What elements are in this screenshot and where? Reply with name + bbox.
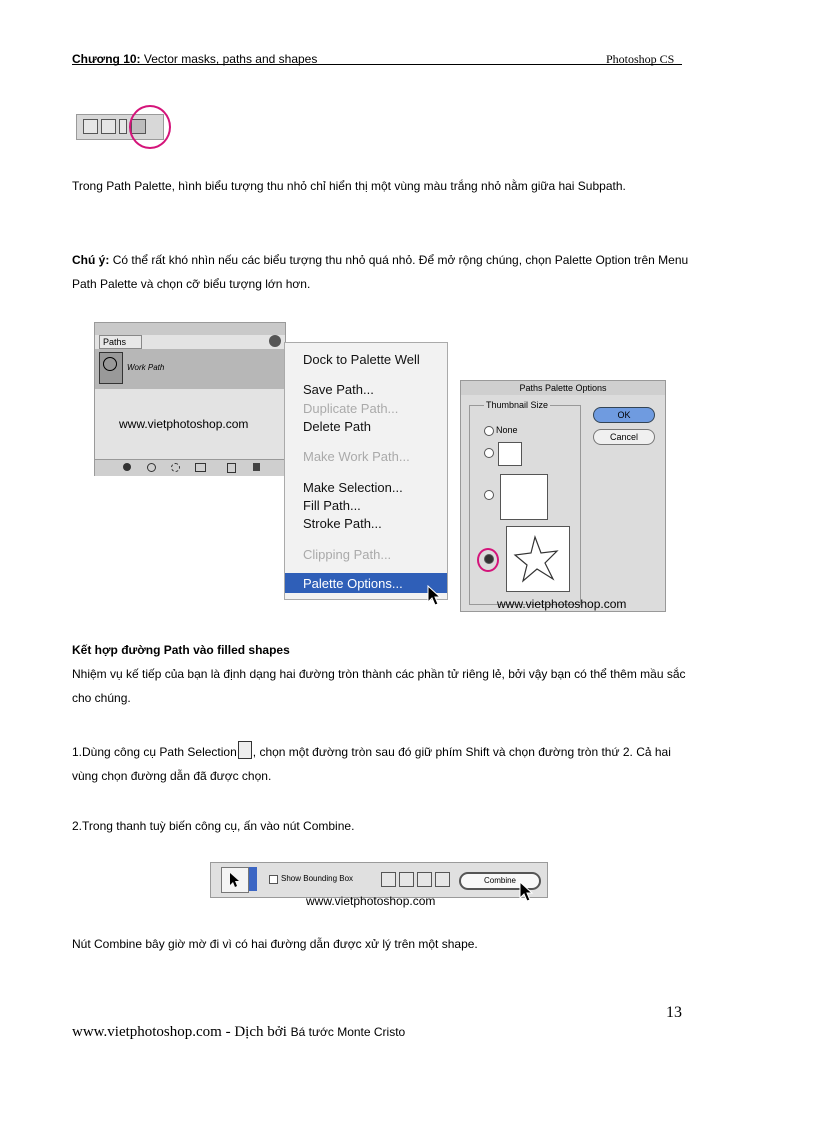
fill-path-icon[interactable] [123,463,131,471]
highlight-circle-icon [129,105,171,149]
highlight-circle-icon [477,548,499,572]
menu-palette-options-highlight[interactable] [285,573,447,593]
path-selection-tool-button[interactable] [221,867,249,893]
header-app: Photoshop CS [606,52,675,66]
menu-delete-path[interactable]: Delete Path [303,419,371,434]
note-label: Chú ý: [72,253,110,267]
step-1-end: , chọn một đường tròn sau đó giữ phím Shift và chọn đường tròn thứ 2. Cả hai vùng chọn đường dẫn đã được chọn. [72,745,671,783]
menu-clipping-path[interactable]: Clipping Path... [303,547,392,562]
make-work-path-icon[interactable] [195,463,206,472]
paths-palette-options-dialog [460,380,666,612]
show-bounding-box-checkbox[interactable] [269,875,278,884]
menu-stroke-path[interactable]: Stroke Path... [303,516,382,531]
tool-dropdown-icon[interactable] [249,867,257,891]
combine-button[interactable]: Combine [459,872,541,890]
load-selection-icon[interactable] [171,463,180,472]
paths-palette [94,322,286,476]
footer-translator: Bá tước Monte Cristo [290,1025,406,1039]
add-area-button[interactable] [381,872,396,887]
menu-make-selection[interactable]: Make Selection... [303,480,403,495]
work-path-label: Work Path [127,363,165,372]
menu-make-work-path[interactable]: Make Work Path... [303,449,410,464]
chapter-title: Vector masks, paths and shapes [143,52,318,66]
thumb-large [506,526,570,592]
circle-icon [103,357,117,371]
intersect-area-button[interactable] [417,872,432,887]
new-shape-button [83,119,98,134]
exclude-area-button[interactable] [435,872,450,887]
dialog-watermark: www.vietphotoshop.com [497,597,627,611]
dialog-title: Paths Palette Options [461,381,665,395]
paths-palette-figure [92,320,667,612]
paragraph-1: Trong Path Palette, hình biểu tượng thu nhỏ chỉ hiển thị một vùng màu trắng nhỏ nằm giữa hai Subpath. [72,179,626,193]
work-path-row[interactable] [95,349,285,389]
note-paragraph [72,248,692,296]
palette-footer-buttons [95,459,285,476]
palette-menu [284,342,448,600]
add-shape-button [101,119,116,134]
step-1-start: 1.Dùng công cụ Path Selection [72,745,237,759]
step-2: 2.Trong thanh tuỳ biến công cụ, ấn vào nút Combine. [72,819,355,833]
thumb-medium [500,474,548,520]
path-selection-tool-icon [238,741,252,759]
menu-duplicate-path[interactable]: Duplicate Path... [303,401,399,416]
page-number: 13 [666,1004,682,1021]
header-rule [72,64,682,65]
ok-button[interactable]: OK [593,407,655,423]
step-1 [72,740,692,788]
menu-dock[interactable]: Dock to Palette Well [303,352,420,367]
tab-paths[interactable]: Paths [99,335,142,349]
toolbar-watermark: www.vietphotoshop.com [306,894,436,908]
chapter-label: Chương 10: [72,52,141,66]
menu-palette-options: Palette Options... [303,576,403,591]
cursor-arrow-icon [519,881,535,903]
palette-watermark: www.vietphotoshop.com [119,417,249,431]
trash-icon[interactable] [253,463,260,471]
radio-medium[interactable] [484,490,494,500]
radio-none[interactable] [484,426,494,436]
group-label: Thumbnail Size [486,400,549,410]
radio-small[interactable] [484,448,494,458]
note-text: Có thể rất khó nhìn nếu các biểu tượng thu nhỏ quá nhỏ. Để mở rộng chúng, chọn Palette Option trên Menu Path Palette và chọn cỡ biểu tượng lớn hơn. [72,253,689,291]
star-icon [507,527,569,591]
paragraph-3: Nút Combine bây giờ mờ đi vì có hai đường dẫn được xử lý trên một shape. [72,937,478,951]
thumbnail-size-group [469,400,581,605]
path-buttons-figure [76,114,164,140]
options-toolbar-figure [210,862,548,898]
palette-menu-icon[interactable] [269,335,281,347]
section-title: Kết hợp đường Path vào filled shapes [72,643,290,657]
stroke-path-icon[interactable] [147,463,156,472]
show-bounding-box-label: Show Bounding Box [281,874,354,883]
footer [72,1024,405,1041]
cancel-button[interactable]: Cancel [593,429,655,445]
radio-none-label: None [496,425,518,435]
footer-by: - Dịch bởi [225,1024,287,1040]
footer-site: www.vietphotoshop.com [72,1024,222,1040]
work-path-thumbnail [99,352,123,384]
arrow-tool-icon [222,868,248,892]
new-path-icon[interactable] [227,463,236,473]
thumb-small [498,442,522,466]
menu-save-path[interactable]: Save Path... [303,382,374,397]
cursor-arrow-icon [427,585,443,607]
subtract-area-button[interactable] [399,872,414,887]
menu-fill-path[interactable]: Fill Path... [303,498,361,513]
paragraph-2: Nhiệm vụ kế tiếp của bạn là định dạng hai đường tròn thành các phần tử riêng lẻ, bởi vậy bạn có thể thêm mầu sắc cho chúng. [72,667,686,705]
subtract-shape-button [119,119,127,134]
palette-titlebar [95,323,285,335]
